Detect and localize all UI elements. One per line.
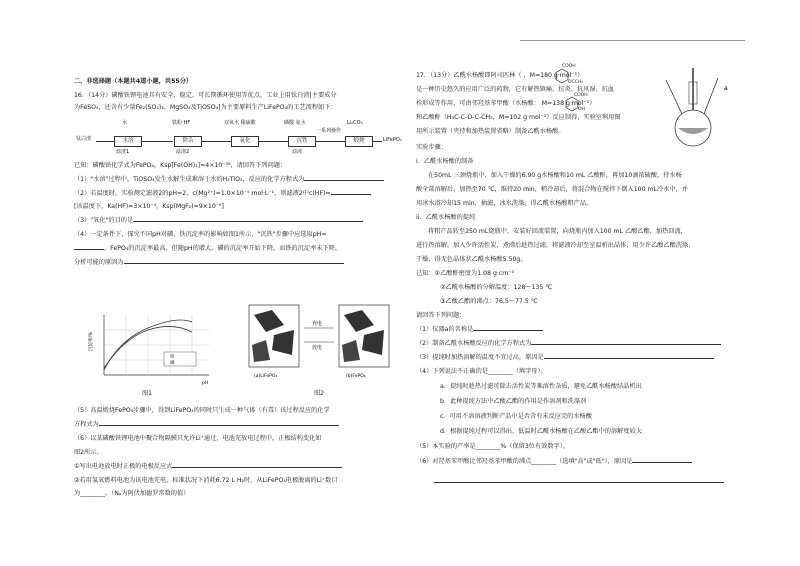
q17-answer-prompt: 请回答下列问题： <box>416 312 466 319</box>
q17-sub6-answer-line <box>434 482 724 483</box>
flow-box-purify: 除杂 <box>174 136 202 147</box>
q16-sub4a: （4）一定条件下，探究不同pH对磷、铁沉淀率的影响如图1所示，"沉铁"步骤中应选取pH= <box>74 231 327 238</box>
q17-line-2: 是一种历史悠久的应用广泛的药物，它有解热镇痛、抗炎、抗风湿、抗血 <box>416 86 614 93</box>
q16-sub2b: [该温度下，Ka(HF)=3×10⁻⁴，Ksp(MgF₂)=9×10⁻⁹] <box>74 203 224 210</box>
salicylic-structure-label-2: OH <box>578 107 585 112</box>
q17-known-1: 已知：①乙酸酐密度为1.08 g·cm⁻³ <box>416 270 515 277</box>
figure-1-caption: 图1 <box>142 390 153 397</box>
fig2-discharge-label: 放电 <box>312 345 323 351</box>
fig1-ylabel: 沉淀率/% <box>89 331 94 351</box>
q17-step-ii-line-2: 进行热溶解。加入少许活性炭，煮沸后趁热过滤，将滤液冷却至室温析出晶体，用少许乙酸乙酯洗涤、 <box>416 242 695 249</box>
figure-1-chart <box>84 310 214 390</box>
process-flow: 钛白渣 水溶 除杂 氧化 沉铁 一系列操作 煅烧 LiFePO₄ 水 铁粉 HF 双氧水 稀硫酸 磷酸 氨水 Li₂CO₃ 滤渣1 滤渣2 滤液 <box>76 120 402 155</box>
flow-box-dissolve: 水溶 <box>114 136 142 147</box>
fig2-label-a: (a)LiFePO₄ <box>254 374 278 379</box>
q17-sub2: （2）制备乙酰水杨酸反应的化学方程式为 <box>416 340 721 348</box>
q16-sub6c: ①写出电池放电时正极的电极反应式 <box>74 463 342 471</box>
q17-step-i-line-1: 在50mL 三颈烧瓶中，加入干燥的6.90 g水杨酸和10 mL 乙酸酐，再加10滴浓硫酸，待水杨 <box>428 172 682 179</box>
figure-2-crystal <box>244 300 394 385</box>
q17-known-3: ③乙酸乙酯的沸点：76.5～77.5 ℃ <box>440 298 538 305</box>
q17-step-i-line-2: 酸全部溶解后，加热至70 ℃，维持20 min，稍冷却后，将混合物在搅拌下倒入100 mL冷水中，并 <box>416 186 688 193</box>
flow-box-precipitate: 沉铁 <box>288 136 316 147</box>
section-title: 二、非选择题（本题共4道小题，共55分） <box>74 78 193 85</box>
aspirin-structure-label-1: COOH <box>562 64 576 69</box>
flow-middle-label: 一系列操作 <box>316 128 342 134</box>
q16-sub2a: （2）若温度时，实验测定滤液2的pH=2，c(Mg²⁺)=1.0×10⁻⁵ mol·L⁻¹，则滤液2中c(HF)= <box>74 190 371 198</box>
q17-step-ii-line-1: 将粗产品转至250 mL烧瓶中，安装好回流装置，向烧瓶内加入100 mL 乙酸乙酯，加热回流， <box>428 228 687 235</box>
q16-sub6e: 为________。（Nₐ为阿伏加德罗常数的值） <box>74 490 190 497</box>
fig1-legend-phos: 磷 <box>170 361 175 366</box>
q16-sub4b: ，FePO₄的沉淀率最高，但随pH的增大，磷的沉淀率开始下降，而铁的沉淀率未下降， <box>74 245 341 253</box>
q17-step-i-line-3: 用冰水浴冷却15 min，抽滤，冰水洗涤，得乙酰水杨酸粗产品。 <box>416 200 593 207</box>
q17-sub4: （4）下列说法不正确的是________（填字母）。 <box>416 368 547 375</box>
q17-known-2: ②乙酰水杨酸的分解温度：128～135 ℃ <box>440 284 553 291</box>
figure-2-caption: 图2 <box>314 390 325 397</box>
right-column <box>416 0 746 566</box>
q17-step-ii: ii．乙酰水杨酸的提纯 <box>416 214 476 221</box>
q16-sub5b: 方程式为 <box>74 421 339 429</box>
q17-option-a: a．提纯时趁热过滤可除去活性炭等难溶性杂质，避免乙酰水杨酸结晶析出 <box>440 383 642 390</box>
q17-option-b: b．此种提纯方法中乙酸乙酯的作用是作溶剂和洗涤剂 <box>440 398 587 405</box>
flow-start: 钛白渣 <box>76 136 92 142</box>
q16-sub1: （1）"水溶"过程中，TiOSO₄发生水解生成难溶于水的H₂TiO₃，反应的化学方程式为 <box>74 176 384 184</box>
q16-known: 已知：磷酸铁化学式为FePO₄，Ksp[Fe(OH)₃]=4×10⁻³⁸，请回答下列问题： <box>74 162 287 169</box>
q17-sub3: （3）提纯时加热溶解的温度不宜过高，原因是 <box>416 354 714 362</box>
q17-step-ii-line-3: 干燥，得无色晶体状乙酰水杨酸5.50g。 <box>416 256 527 263</box>
q17-sub5: （5）本实验的产率是________%（保留3位有效数字）。 <box>416 443 569 450</box>
q17-sub1: （1）仪器a的名称是 <box>416 326 543 334</box>
q16-sub5a: （5）高温煅烧FePO₄步骤中，得到LiFePO₄的同时只生成一种气体（有毒）该过程反应的化学 <box>74 407 330 414</box>
salicylic-structure-label-1: COOH <box>574 93 588 98</box>
fig2-label-b: (b)FePO₄ <box>346 374 366 379</box>
q17-line-5: 用所示装置（夹持和加热装置省略）制备乙酰水杨酸。 <box>416 128 565 135</box>
q16-line-2: 为FeSO₄，还含有少量Fe₂(SO₄)₃、MgSO₄及TiOSO₄]为主要原料生产LiFePO₄的工艺流程如下： <box>74 104 337 111</box>
flow-end: LiFePO₄ <box>383 137 402 143</box>
left-column <box>74 0 404 566</box>
q16-sub3: （3）"氧化"的目的是 <box>74 217 363 225</box>
q16-line-1: 16．（14分）磷酸铁锂电池具有安全、稳定、可长期循环使用等优点。工业上用钛白渣[主要成分 <box>74 92 337 99</box>
reflux-apparatus-diagram <box>656 60 731 150</box>
q17-sub6: （6）对羟基苯甲酸比邻羟基苯甲酸的沸点________（选填"高"或"低"），原因是 <box>416 458 692 466</box>
salicylic-structure-icon <box>564 96 580 112</box>
aspirin-structure-label-2: OCCH₃ <box>568 80 584 85</box>
q17-step-i: i．乙酰水杨酸的制备 <box>416 158 474 165</box>
q17-line-4: 和乙酸酐（H₃C-C-O-C-CH₃，M=102 g·mol⁻¹）反应制得，实验室利用图 <box>416 114 621 121</box>
q17-option-d: d．根据提纯过程可以得出，低温时乙酰水杨酸在乙酸乙酯中的溶解度较大 <box>440 428 642 435</box>
q16-sub4c: 分析可能的原因为 <box>74 259 344 267</box>
aspirin-structure-icon <box>554 68 570 84</box>
q17-option-c: c．可用不溶溶液判断产品中是否含有未反应完的水杨酸 <box>440 413 592 420</box>
flow-box-oxidize: 氧化 <box>231 136 259 147</box>
q17-line-3: 栓形成等作用，可由邻羟基苯甲酸（水杨酸： M=138 g·mol⁻¹） <box>416 100 596 107</box>
q17-line-1: 17．（13分）乙酰水杨酸即阿司匹林（ ，M=180 g·mol⁻¹） <box>416 72 584 79</box>
q17-steps-title: 实验步骤： <box>416 144 447 151</box>
q16-sub6d: ②若用氢氧燃料电池为该电池充电，标准状况下消耗6.72 L H₂时，从LiFePO₄电极脱离的Li⁺数目 <box>74 477 338 484</box>
flow-box-calcine: 煅烧 <box>345 136 373 147</box>
fig2-charge-label: 充电 <box>312 321 323 327</box>
apparatus-label-a: a <box>724 85 728 92</box>
fig1-legend-iron: 铁 <box>170 355 175 360</box>
fig1-xlabel: pH <box>202 381 209 386</box>
q16-sub6b: 图2所示。 <box>74 449 103 456</box>
q16-sub6a: （6）以某磷酸铁锂电池中聚合物隔膜只允许Li⁺通过，电池充放电过程中，正极结构变化如 <box>74 435 322 442</box>
